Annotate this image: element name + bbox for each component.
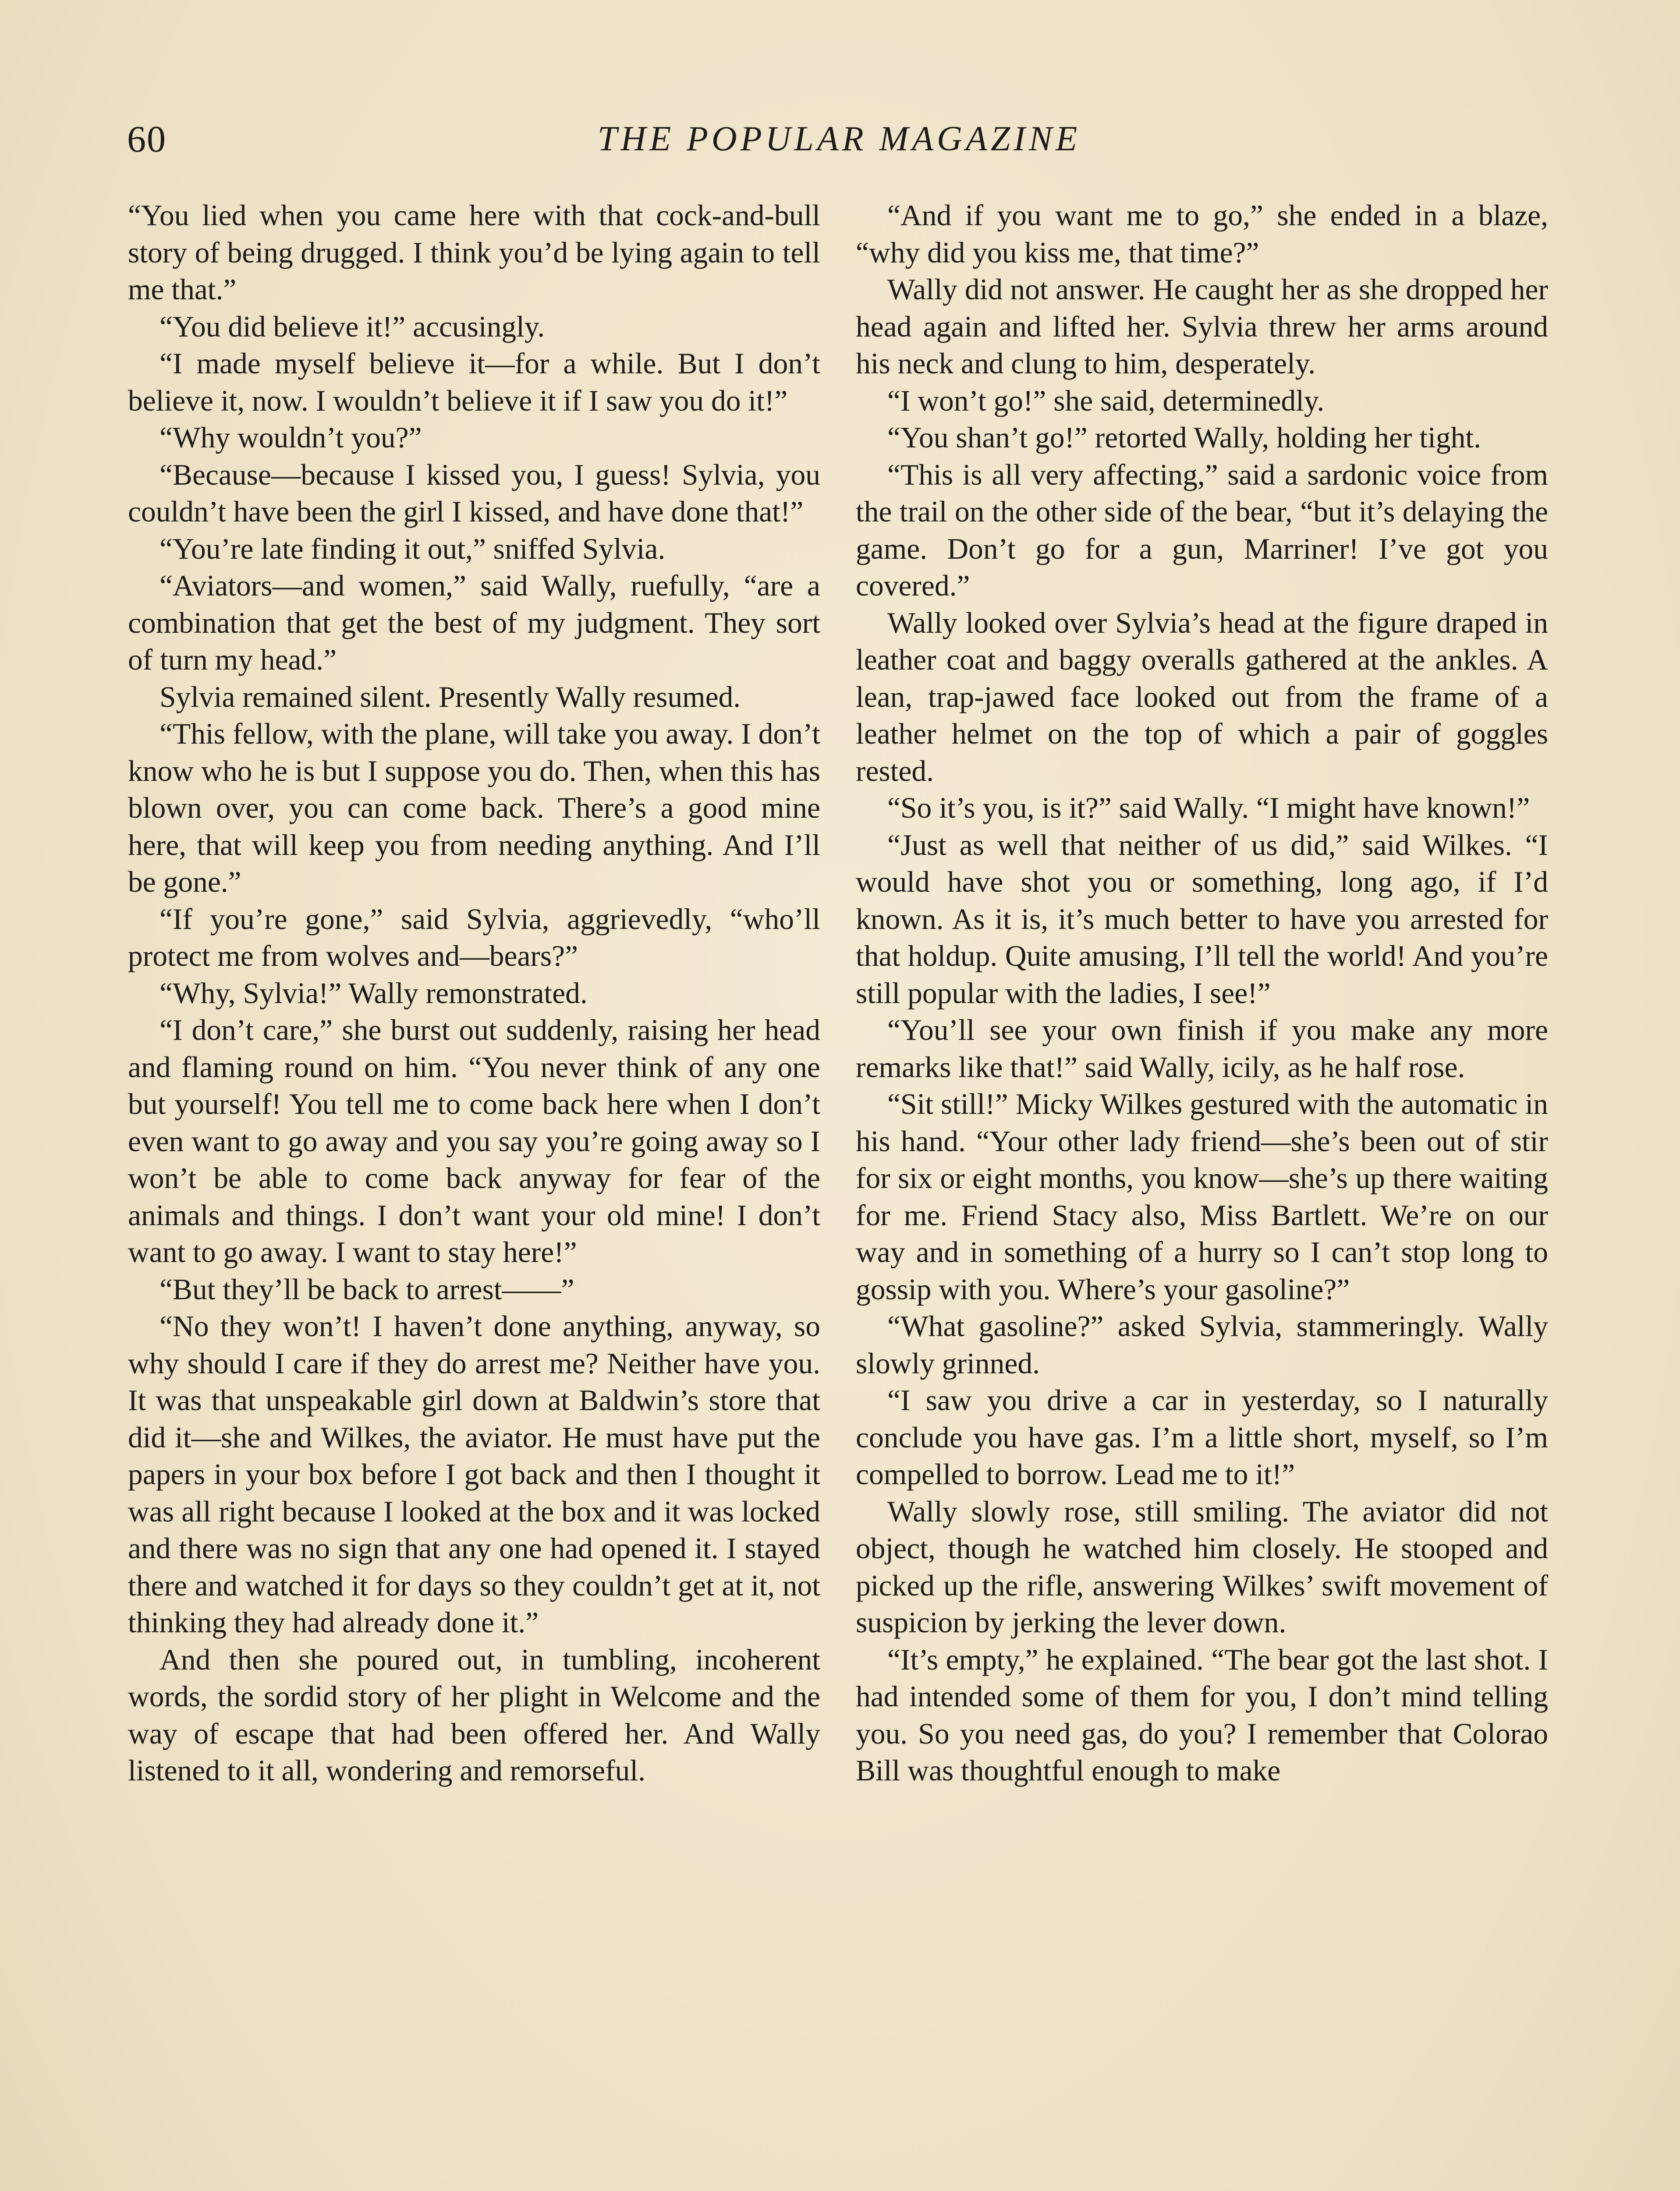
paragraph: And then she poured out, in tumbling, incoherent words, the sordid story of her plight in Welcome and the way of escape that had been offered her. And Wally listened to it all, wondering and remorseful. <box>128 1643 820 1787</box>
left-text-column <box>128 197 820 1790</box>
paragraph: “You’re late finding it out,” sniffed Sylvia. <box>159 532 666 565</box>
paragraph: Wally did not answer. He caught her as she dropped her head again and lifted her. Sylvia threw her arms around his neck and clung to him, desperately. <box>856 273 1548 380</box>
running-title: THE POPULAR MAGAZINE <box>597 120 1081 158</box>
page-number: 60 <box>127 118 167 160</box>
paragraph: “Why wouldn’t you?” <box>159 421 422 454</box>
paragraph: “No they won’t! I haven’t done anything, anyway, so why should I care if they do arrest me? Neither have you. It was that unspeakable girl down at Baldwin’s store that did it—she and Wilkes, the aviator. He must have put the papers in your box before I got back and then I thought it was all right because I looked at the box and it was locked and there was no sign that any one had opened it. I stayed there and watched it for days so they couldn’t get at it, not thinking they had already done it.” <box>128 1310 820 1639</box>
paragraph: “Sit still!” Micky Wilkes gestured with the automatic in his hand. “Your other lady friend—she’s been out of stir for six or eight months, you know—she’s up there waiting for me. Friend Stacy also, Miss Bartlett. We’re on our way and in something of a hurry so I can’t stop long to gossip with you. Where’s your gasoline?” <box>856 1088 1548 1306</box>
paragraph: “I won’t go!” she said, determinedly. <box>887 384 1325 417</box>
right-text-column <box>856 197 1548 1790</box>
paragraph: “Because—because I kissed you, I guess! Sylvia, you couldn’t have been the girl I kissed, and have done that!” <box>128 458 820 528</box>
paragraph: “This is all very affecting,” said a sardonic voice from the trail on the other side of the bear, “but it’s delaying the game. Don’t go for a gun, Marriner! I’ve got you covered.” <box>856 458 1548 602</box>
paragraph: “Just as well that neither of us did,” said Wilkes. “I would have shot you or something, long ago, if I’d known. As it is, it’s much better to have you arrested for that holdup. Quite amusing, I’ll tell the world! And you’re still popular with the ladies, I see!” <box>856 828 1548 1010</box>
paragraph: “What gasoline?” asked Sylvia, stammeringly. Wally slowly grinned. <box>856 1310 1548 1380</box>
paragraph: “You lied when you came here with that cock-and-bull story of being drugged. I think you’d be lying again to tell me that.” <box>128 199 820 306</box>
paragraph: Wally slowly rose, still smiling. The aviator did not object, though he watched him closely. He stooped and picked up the rifle, answering Wilkes’ swift movement of suspicion by jerking the lever down. <box>856 1495 1548 1639</box>
paragraph: Sylvia remained silent. Presently Wally resumed. <box>159 680 741 713</box>
paragraph: “I saw you drive a car in yesterday, so I naturally conclude you have gas. I’m a little short, myself, so I’m compelled to borrow. Lead me to it!” <box>856 1384 1548 1491</box>
paragraph: “Why, Sylvia!” Wally remonstrated. <box>159 976 588 1010</box>
paragraph: “I made myself believe it—for a while. But I don’t believe it, now. I wouldn’t believe it if I saw you do it!” <box>128 347 820 417</box>
paragraph: “So it’s you, is it?” said Wally. “I might have known!” <box>887 791 1530 824</box>
paragraph: “I don’t care,” she burst out suddenly, raising her head and flaming round on him. “You never think of any one but yourself! You tell me to come back here when I don’t even want to go away and you say you’re going away so I won’t be able to come back anyway for fear of the animals and things. I don’t want your old mine! I don’t want to go away. I want to stay here!” <box>128 1014 820 1269</box>
paragraph: “It’s empty,” he explained. “The bear got the last shot. I had intended some of them for you, I don’t mind telling you. So you need gas, do you? I remember that Colorao Bill was thoughtful enough to make <box>856 1643 1548 1787</box>
paragraph: “And if you want me to go,” she ended in a blaze, “why did you kiss me, that time?” <box>856 199 1548 269</box>
paragraph: “But they’ll be back to arrest——” <box>159 1273 574 1306</box>
paragraph: “You did believe it!” accusingly. <box>159 310 545 343</box>
paragraph: “You’ll see your own finish if you make any more remarks like that!” said Wally, icily, as he half rose. <box>856 1014 1548 1084</box>
paragraph: “If you’re gone,” said Sylvia, aggrievedly, “who’ll protect me from wolves and—bears?” <box>128 902 820 972</box>
paragraph: “Aviators—and women,” said Wally, ruefully, “are a combination that get the best of my judgment. They sort of turn my head.” <box>128 569 820 676</box>
paragraph: “This fellow, with the plane, will take you away. I don’t know who he is but I suppose you do. Then, when this has blown over, you can come back. There’s a good mine here, that will keep you from needing anything. And I’ll be gone.” <box>128 717 820 898</box>
paragraph: “You shan’t go!” retorted Wally, holding her tight. <box>887 421 1482 454</box>
paragraph: Wally looked over Sylvia’s head at the figure draped in leather coat and baggy overalls gathered at the ankles. A lean, trap-jawed face looked out from the frame of a leather helmet on the top of which a pair of goggles rested. <box>856 606 1548 787</box>
page-header <box>127 115 1551 163</box>
